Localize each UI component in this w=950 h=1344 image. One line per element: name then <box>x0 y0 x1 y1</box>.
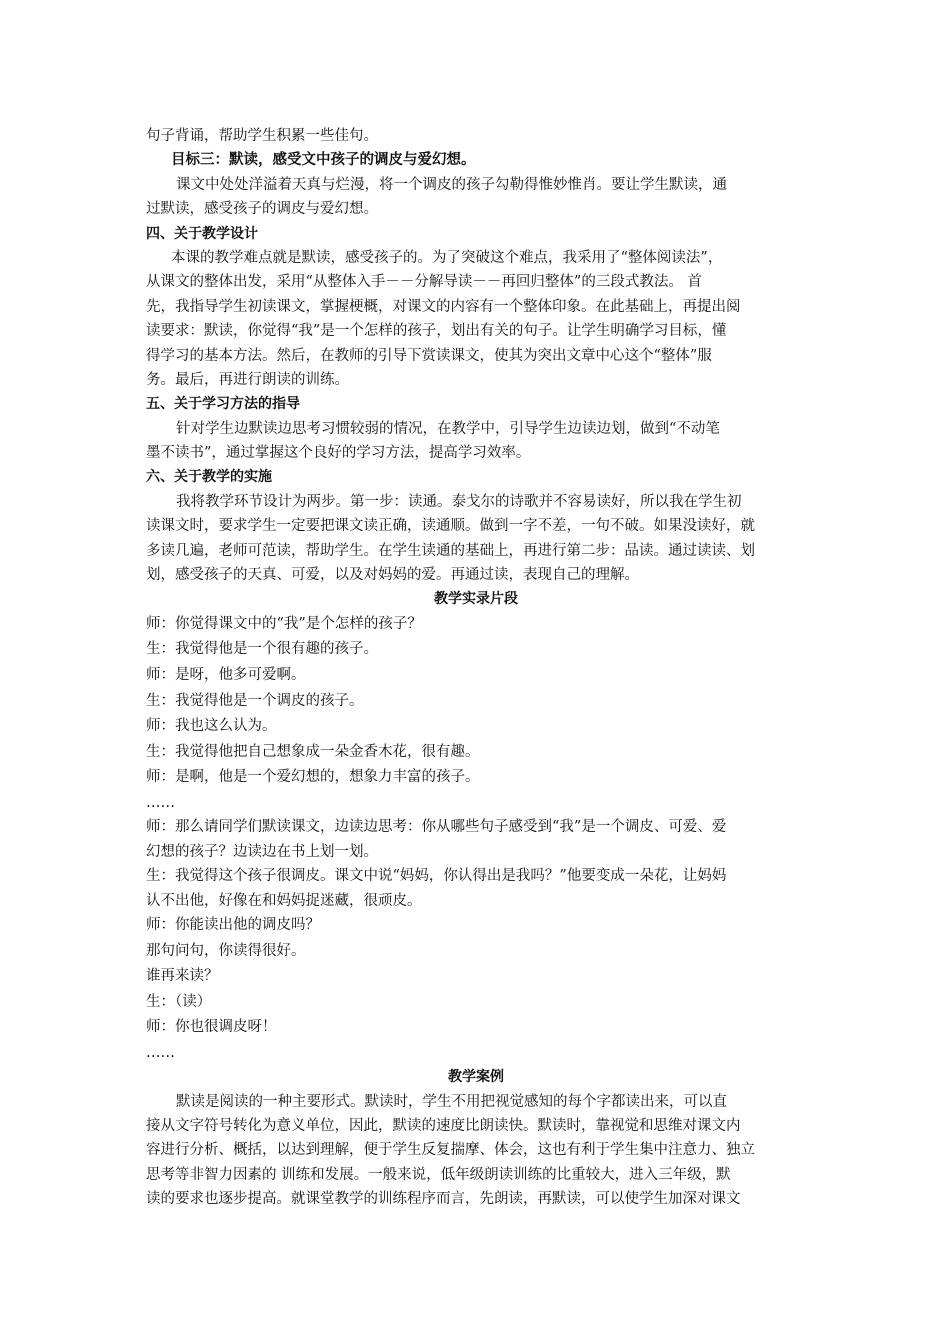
section4-line: 读要求：默读，你觉得“我”是一个怎样的孩子，划出有关的句子。让学生明确学习目标，懂 <box>146 323 727 340</box>
section6-line: 多读几遍，老师可范读，帮助学生。在学生读通的基础上，再进行第二步：品读。通过读读、划 <box>146 542 755 559</box>
record-line: 生：我觉得他是一个很有趣的孩子。 <box>146 641 378 658</box>
document-page <box>146 124 806 1212</box>
case-line: 容进行分析、概括，以达到理解，便于学生反复揣摩、体会，这也有利于学生集中注意力、独立 <box>146 1142 755 1159</box>
record-line: 认不出他，好像在和妈妈捉迷藏，很顽皮。 <box>146 892 422 909</box>
record-line: 师：你也很调皮呀！ <box>146 1019 277 1036</box>
section4-line: 得学习的基本方法。然后，在教师的引导下赏读课文，使其为突出文章中心这个“整体”服 <box>146 347 712 364</box>
goal3-body-line: 过默读，感受孩子的调皮与爱幻想。 <box>146 201 378 218</box>
section4-line: 先，我指导学生初读课文，掌握梗概，对课文的内容有一个整体印象。在此基础上，再提出阅 <box>146 298 741 315</box>
section6-title: 六、关于教学的实施 <box>146 469 272 486</box>
section5-title: 五、关于学习方法的指导 <box>146 396 300 413</box>
record-line: 师：那么请同学们默读课文，边读边思考：你从哪些句子感受到“我”是一个调皮、可爱、爱 <box>146 819 727 836</box>
record-line: 那句问句，你读得很好。 <box>146 942 306 959</box>
case-line: 默读是阅读的一种主要形式。默读时，学生不用把视觉感知的每个字都读出来，可以直 <box>176 1093 727 1110</box>
record-line: 师：你能读出他的调皮吗？ <box>146 916 320 933</box>
record-line: 师：是啊，他是一个爱幻想的，想象力丰富的孩子。 <box>146 769 480 786</box>
record-line: 谁再来读？ <box>146 968 219 985</box>
intro-tail: 句子背诵，帮助学生积累一些佳句。 <box>146 128 378 144</box>
section4-line: 本课的教学难点就是默读，感受孩子的。为了突破这个难点，我采用了“整体阅读法”， <box>171 249 723 266</box>
section6-line: 我将教学环节设计为两步。第一步：读通。泰戈尔的诗歌并不容易读好，所以我在学生初 <box>176 493 742 510</box>
record-ellipsis: …… <box>146 794 175 811</box>
section6-line: 划，感受孩子的天真、可爱，以及对妈妈的爱。再通过读，表现自己的理解。 <box>146 567 639 584</box>
case-line: 读的要求也逐步提高。就课堂教学的训练程序而言，先朗读，再默读，可以使学生加深对课文 <box>146 1191 741 1208</box>
record-line: 幻想的孩子？边读边在书上划一划。 <box>146 843 378 860</box>
record-line: 师：你觉得课文中的“我”是个怎样的孩子？ <box>146 615 422 632</box>
section5-line: 针对学生边默读边思考习惯较弱的情况，在教学中，引导学生边读边划，做到“不动笔 <box>176 420 720 437</box>
goal3-body-line: 课文中处处洋溢着天真与烂漫，将一个调皮的孩子勾勒得惟妙惟肖。要让学生默读，通 <box>176 176 727 193</box>
section5-line: 墨不读书”，通过掌握这个良好的学习方法，提高学习效率。 <box>146 445 531 462</box>
section6-line: 读课文时，要求学生一定要把课文读正确，读通顺。做到一字不差，一句不破。如果没读好，就 <box>146 518 755 535</box>
goal3-label: 目标三： <box>171 151 229 169</box>
record-line: 生：我觉得他把自己想象成一朵金香木花，很有趣。 <box>146 743 480 760</box>
record-line: 生：（读） <box>146 993 212 1010</box>
section4-title: 四、关于教学设计 <box>146 225 258 242</box>
record-title: 教学实录片段 <box>434 591 518 608</box>
case-title: 教学案例 <box>448 1069 504 1086</box>
case-line: 接从文字符号转化为意义单位，因此，默读的速度比朗读快。默读时，靠视觉和思维对课文内 <box>146 1118 741 1135</box>
case-line: 思考等非智力因素的 训练和发展。一般来说，低年级朗读训练的比重较大，进入三年级，默 <box>146 1166 731 1183</box>
goal3-heading <box>146 148 806 172</box>
goal3-text: 默读，感受文中孩子的调皮与爱幻想。 <box>229 151 476 169</box>
record-ellipsis: …… <box>146 1044 175 1061</box>
record-line: 生：我觉得这个孩子很调皮。课文中说“妈妈，你认得出是我吗？”他要变成一朵花，让妈妈 <box>146 868 727 885</box>
section4-line: 务。最后，再进行朗读的训练。 <box>146 371 349 388</box>
record-line: 师：是呀，他多可爱啊。 <box>146 667 306 683</box>
record-line: 生：我觉得他是一个调皮的孩子。 <box>146 692 364 709</box>
section4-line: 从课文的整体出发，采用“从整体入手－－分解导读－－再回归整体”的三段式教法。 首 <box>146 274 702 291</box>
record-line: 师：我也这么认为。 <box>146 718 277 735</box>
